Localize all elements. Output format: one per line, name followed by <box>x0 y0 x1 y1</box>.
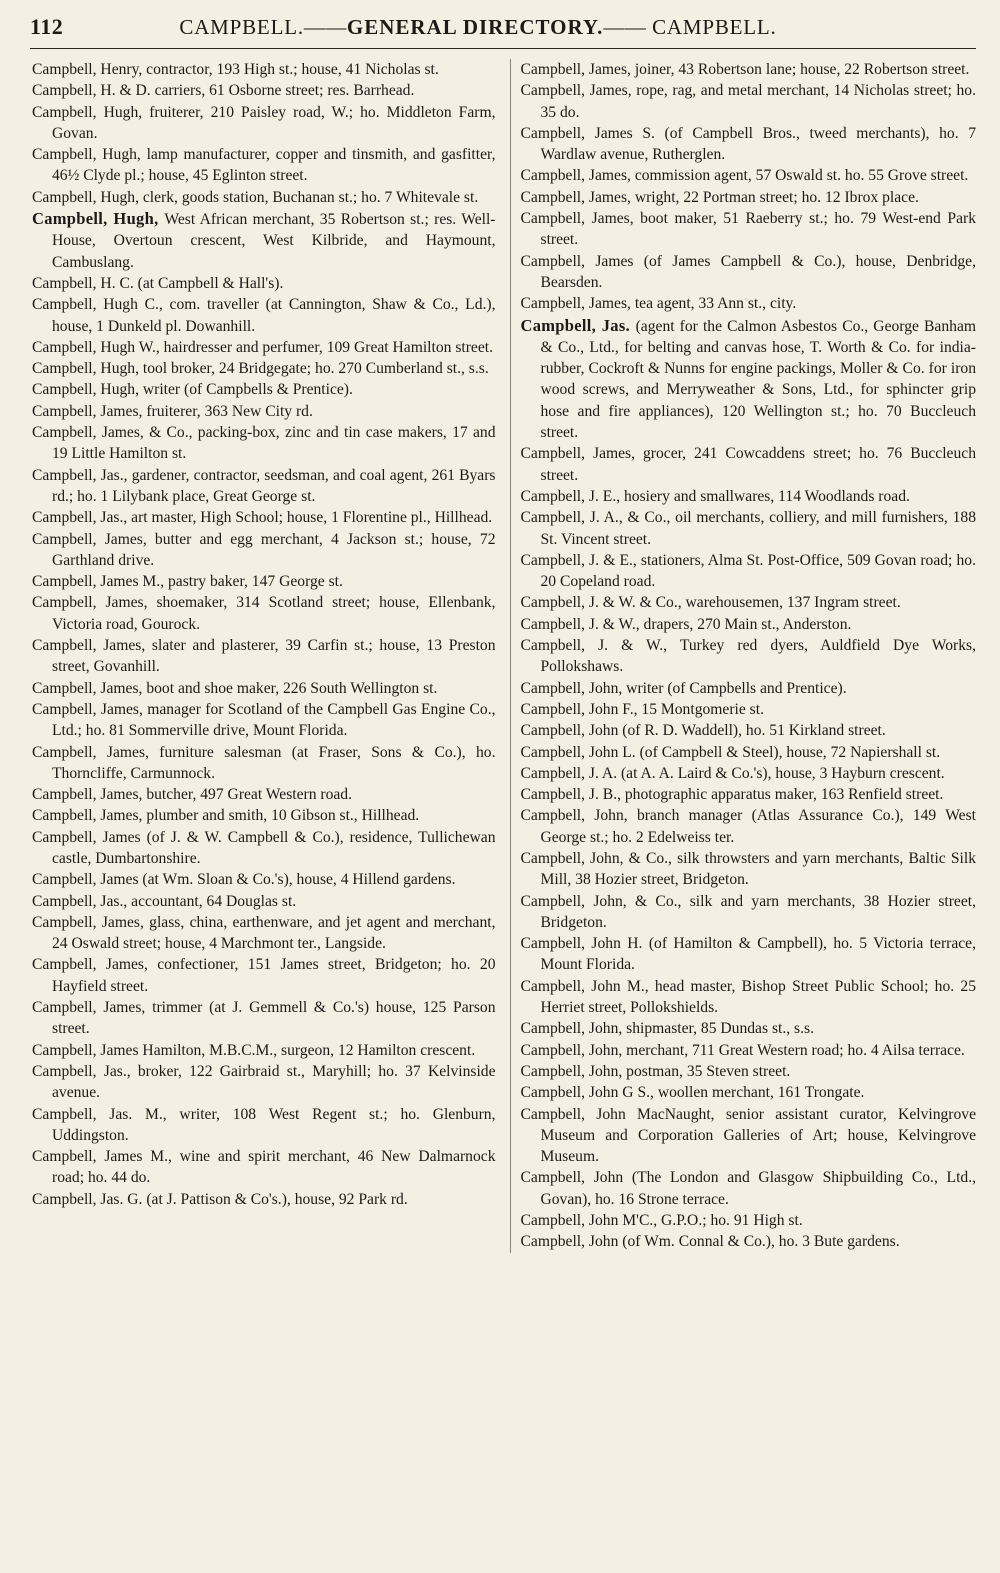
directory-entry: Campbell, Hugh, clerk, goods station, Buchanan st.; ho. 7 Whitevale st. <box>32 188 479 206</box>
directory-entry: Campbell, J. & W., Turkey red dyers, Auldfield Dye Works, Pollokshaws. <box>520 637 976 676</box>
directory-entry: Campbell, Jas. (agent for the Calmon Asbestos Co., George Banham & Co., Ltd., for belting and canvas hose, T. Worth & Co. for india-rubber, Cockroft & Nunns for engine packings, Moller & Co. for iron wood screws, and Merryweather & Sons, Ltd., for sphincter grip hose and fire appliances), 120 Wellington st.; ho. 70 Buccleuch street. <box>520 315 976 442</box>
directory-entry: Campbell, James (of James Campbell & Co.), house, Denbridge, Bearsden. <box>520 252 976 291</box>
directory-entry: Campbell, John G S., woollen merchant, 161 Trongate. <box>520 1084 865 1102</box>
directory-entry: Campbell, John (of Wm. Connal & Co.), ho. 3 Bute gardens. <box>520 1233 900 1251</box>
directory-entry: Campbell, James, slater and plasterer, 39 Carfin st.; house, 13 Preston street, Govanhill. <box>32 637 496 676</box>
directory-entry: Campbell, James, joiner, 43 Robertson lane; house, 22 Robertson street. <box>520 61 970 78</box>
page-number: 112 <box>30 14 64 39</box>
directory-entry: Campbell, J. A., & Co., oil merchants, colliery, and mill furnishers, 188 St. Vincent street. <box>520 509 976 548</box>
directory-entry: Campbell, James, butter and egg merchant, 4 Jackson st.; house, 72 Garthland drive. <box>32 530 496 569</box>
directory-entry: Campbell, John H. (of Hamilton & Campbell), ho. 5 Victoria terrace, Mount Florida. <box>520 935 976 974</box>
directory-entry: Campbell, J. & W., drapers, 270 Main st., Anderston. <box>520 615 852 633</box>
directory-entry: Campbell, John (of R. D. Waddell), ho. 51 Kirkland street. <box>520 722 886 740</box>
directory-entry: Campbell, James, boot and shoe maker, 226 South Wellington st. <box>32 679 438 697</box>
directory-entry: Campbell, Henry, contractor, 193 High st.; house, 41 Nicholas st. <box>32 61 439 78</box>
directory-entry: Campbell, James, commission agent, 57 Oswald st. ho. 55 Grove street. <box>520 167 969 185</box>
entry-name: Campbell, Jas. <box>520 315 636 335</box>
directory-entry: Campbell, James, trimmer (at J. Gemmell & Co.'s) house, 125 Parson street. <box>32 999 496 1038</box>
directory-entry: Campbell, John L. (of Campbell & Steel), house, 72 Napiershall st. <box>520 743 941 761</box>
directory-entry: Campbell, Hugh W., hairdresser and perfumer, 109 Great Hamilton street. <box>32 338 493 356</box>
running-head-center: GENERAL DIRECTORY. <box>346 15 604 39</box>
directory-entry: Campbell, James, fruiterer, 363 New City rd. <box>32 402 313 420</box>
directory-entry: Campbell, James, glass, china, earthenware, and jet agent and merchant, 24 Oswald street; house, 4 Marchmont ter., Langside. <box>32 913 496 953</box>
running-head-left: CAMPBELL. <box>179 15 304 39</box>
directory-entry: Campbell, James (of J. & W. Campbell & Co.), residence, Tullichewan castle, Dumbartonshire. <box>32 828 496 867</box>
running-head-right: CAMPBELL. <box>652 15 777 39</box>
directory-entry: Campbell, J. & W. & Co., warehousemen, 137 Ingram street. <box>520 594 901 612</box>
directory-entry: Campbell, Hugh, lamp manufacturer, copper and tinsmith, and gasfitter, 46½ Clyde pl.; house, 45 Eglinton street. <box>32 146 496 185</box>
directory-entry: Campbell, Hugh, tool broker, 24 Bridgegate; ho. 270 Cumberland st., s.s. <box>32 360 489 378</box>
directory-entry: Campbell, John, shipmaster, 85 Dundas st., s.s. <box>520 1020 814 1038</box>
directory-entry: Campbell, John M'C., G.P.O.; ho. 91 High st. <box>520 1212 803 1230</box>
directory-entry: Campbell, John F., 15 Montgomerie st. <box>520 700 764 718</box>
directory-entry: Campbell, Hugh, West African merchant, 35 Robertson st.; res. Well-House, Overtoun crescent, West Kilbride, and Haymount, Cambuslang. <box>32 209 496 271</box>
directory-entry: Campbell, Hugh, fruiterer, 210 Paisley road, W.; ho. Middleton Farm, Govan. <box>32 103 496 142</box>
directory-entry: Campbell, Jas., gardener, contractor, seedsman, and coal agent, 261 Byars rd.; ho. 1 Lilybank place, Great George st. <box>32 466 496 505</box>
directory-entry: Campbell, John (The London and Glasgow Shipbuilding Co., Ltd., Govan), ho. 16 Strone terrace. <box>520 1169 976 1208</box>
directory-entry: Campbell, James, plumber and smith, 10 Gibson st., Hillhead. <box>32 807 420 825</box>
directory-entry: Campbell, John M., head master, Bishop Street Public School; ho. 25 Herriet street, Pollokshields. <box>520 977 976 1017</box>
directory-entry: Campbell, James, shoemaker, 314 Scotland street; house, Ellenbank, Victoria road, Gourock. <box>32 594 496 633</box>
directory-entry: Campbell, James S. (of Campbell Bros., tweed merchants), ho. 7 Wardlaw avenue, Rutherglen. <box>520 124 976 164</box>
right-column <box>510 59 977 1253</box>
directory-entry: Campbell, James, manager for Scotland of the Campbell Gas Engine Co., Ltd.; ho. 81 Sommerville drive, Mount Florida. <box>32 700 496 740</box>
directory-entry: Campbell, J. & E., stationers, Alma St. Post-Office, 509 Govan road; ho. 20 Copeland road. <box>520 551 976 591</box>
directory-entry: Campbell, John, & Co., silk throwsters and yarn merchants, Baltic Silk Mill, 38 Hozier street, Bridgeton. <box>520 849 976 889</box>
directory-entry: Campbell, James Hamilton, M.B.C.M., surgeon, 12 Hamilton crescent. <box>32 1041 476 1059</box>
directory-entry: Campbell, James M., pastry baker, 147 George st. <box>32 573 343 591</box>
directory-entry: Campbell, John, postman, 35 Steven street. <box>520 1062 791 1080</box>
left-column <box>30 59 496 1253</box>
directory-entry: Campbell, James, confectioner, 151 James street, Bridgeton; ho. 20 Hayfield street. <box>32 956 496 995</box>
directory-entry: Campbell, Jas. G. (at J. Pattison & Co's.), house, 92 Park rd. <box>32 1190 408 1208</box>
directory-entry: Campbell, James, tea agent, 33 Ann st., city. <box>520 295 797 313</box>
directory-entry: Campbell, James, butcher, 497 Great Western road. <box>32 786 353 804</box>
directory-entry: Campbell, James, rope, rag, and metal merchant, 14 Nicholas street; ho. 35 do. <box>520 82 976 121</box>
directory-entry: Campbell, James M., wine and spirit merchant, 46 New Dalmarnock road; ho. 44 do. <box>32 1148 496 1187</box>
directory-entry: Campbell, Jas., broker, 122 Gairbraid st., Maryhill; ho. 37 Kelvinside avenue. <box>32 1062 496 1102</box>
directory-entry: Campbell, Hugh C., com. traveller (at Cannington, Shaw & Co., Ld.), house, 1 Dunkeld pl. Dowanhill. <box>32 296 496 335</box>
directory-entry: Campbell, John, writer (of Campbells and Prentice). <box>520 679 847 697</box>
directory-entry: Campbell, James, boot maker, 51 Raeberry st.; ho. 79 West-end Park street. <box>520 210 976 249</box>
directory-entry: Campbell, John, & Co., silk and yarn merchants, 38 Hozier street, Bridgeton. <box>520 892 976 931</box>
directory-entry: Campbell, James, & Co., packing-box, zinc and tin case makers, 17 and 19 Little Hamilton st. <box>32 424 496 463</box>
directory-entry: Campbell, H. C. (at Campbell & Hall's). <box>32 274 284 292</box>
directory-entry: Campbell, John, branch manager (Atlas Assurance Co.), 149 West George st.; ho. 2 Edelweiss ter. <box>520 807 976 846</box>
running-head: CAMPBELL.——GENERAL DIRECTORY.—— CAMPBELL. <box>179 15 777 39</box>
directory-entry: Campbell, James, furniture salesman (at Fraser, Sons & Co.), ho. Thorncliffe, Carmunnock. <box>32 743 496 782</box>
directory-entry: Campbell, Hugh, writer (of Campbells & Prentice). <box>32 381 353 399</box>
directory-entry: Campbell, John, merchant, 711 Great Western road; ho. 4 Ailsa terrace. <box>520 1041 965 1059</box>
columns <box>30 59 976 1253</box>
page-header <box>30 14 976 49</box>
directory-entry: Campbell, J. E., hosiery and smallwares, 114 Woodlands road. <box>520 487 910 505</box>
directory-entry: Campbell, J. A. (at A. A. Laird & Co.'s), house, 3 Hayburn crescent. <box>520 764 945 782</box>
entry-name: Campbell, Hugh, <box>32 209 165 229</box>
directory-entry: Campbell, Jas. M., writer, 108 West Regent st.; ho. Glenburn, Uddingston. <box>32 1105 496 1144</box>
directory-entry: Campbell, James (at Wm. Sloan & Co.'s), house, 4 Hillend gardens. <box>32 871 456 889</box>
directory-entry: Campbell, John MacNaught, senior assistant curator, Kelvingrove Museum and Corporation Galleries of Art; house, Kelvingrove Museum. <box>520 1105 976 1166</box>
directory-entry: Campbell, Jas., accountant, 64 Douglas st. <box>32 892 297 910</box>
directory-entry: Campbell, Jas., art master, High School; house, 1 Florentine pl., Hillhead. <box>32 509 493 527</box>
directory-entry: Campbell, James, wright, 22 Portman street; ho. 12 Ibrox place. <box>520 188 919 206</box>
directory-entry: Campbell, J. B., photographic apparatus maker, 163 Renfield street. <box>520 786 944 804</box>
directory-entry: Campbell, H. & D. carriers, 61 Osborne street; res. Barrhead. <box>32 82 415 100</box>
directory-entry: Campbell, James, grocer, 241 Cowcaddens street; ho. 76 Buccleuch street. <box>520 445 976 484</box>
